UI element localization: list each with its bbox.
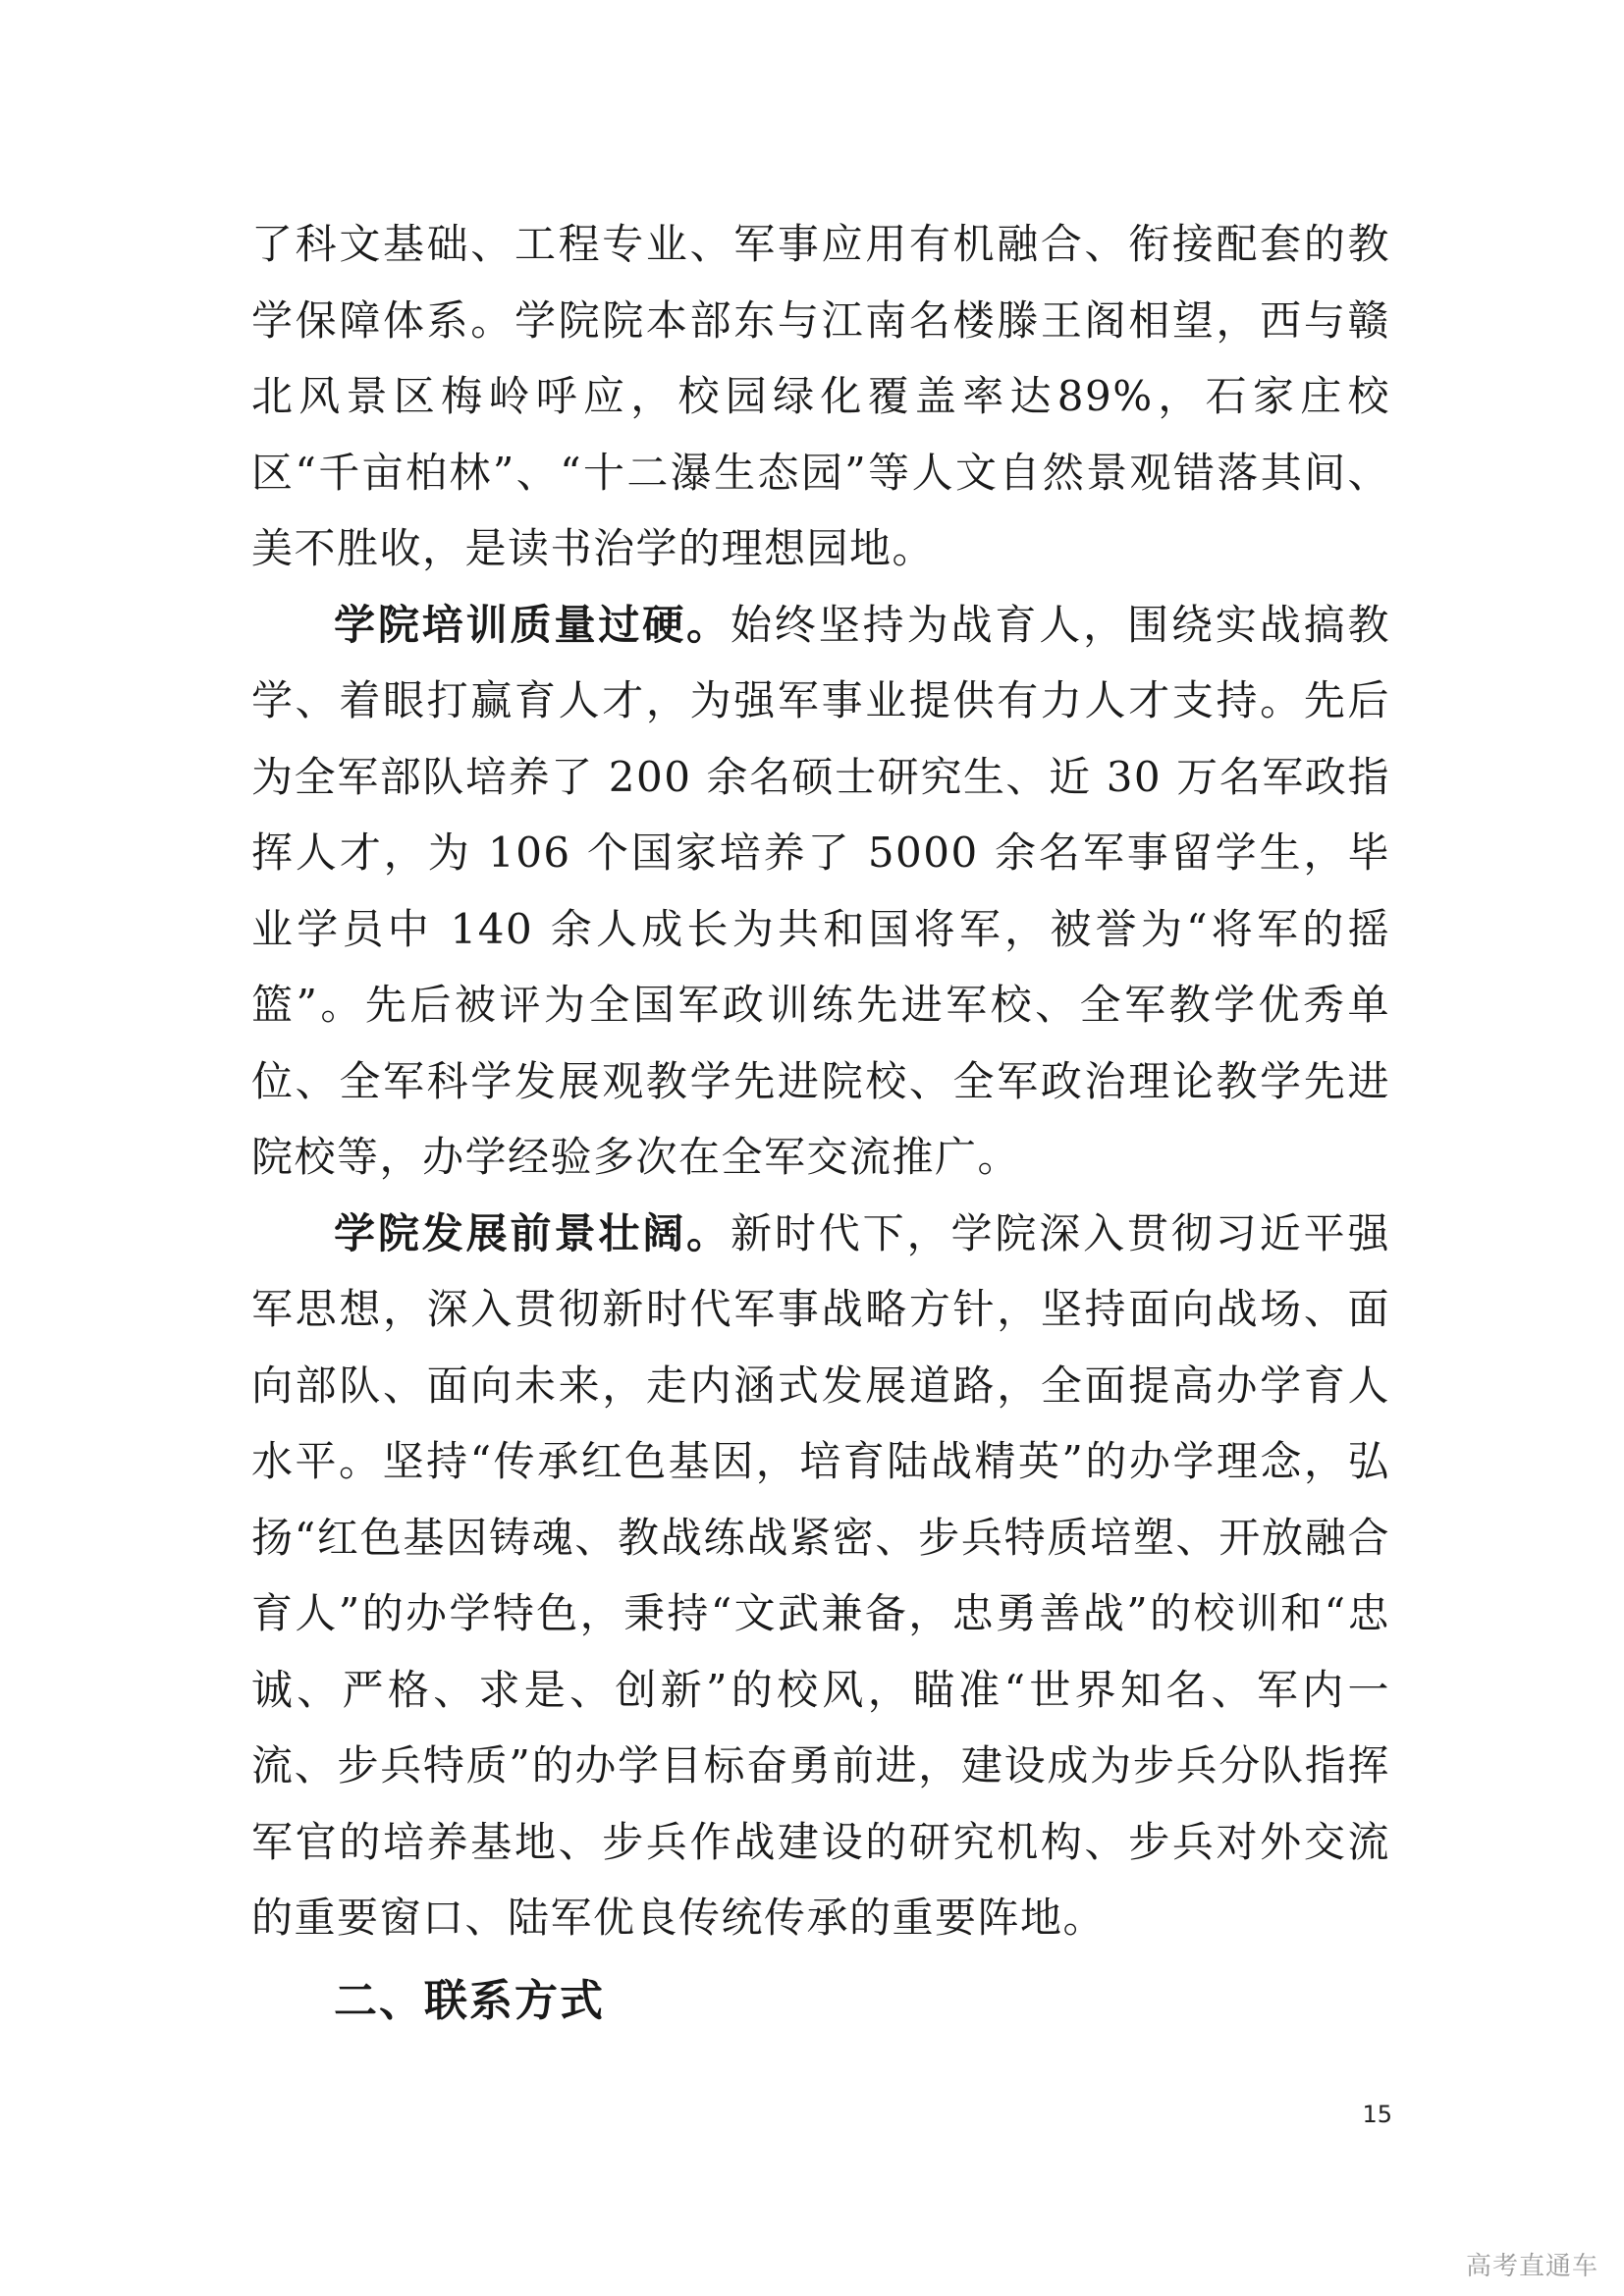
paragraph-development-prospects xyxy=(251,1196,1390,1956)
paragraph-lead: 学院发展前景壮阔。 xyxy=(334,1208,731,1257)
paragraph-text: 了科文基础、工程专业、军事应用有机融合、衔接配套的教学保障体系。学院院本部东与江南名楼滕王阁相望，西与赣北风景区梅岭呼应，校园绿化覆盖率达89%，石家庄校区“千亩柏林”、“十二瀑生态园”等人文自然景观错落其间、美不胜收，是读书治学的理想园地。 xyxy=(251,220,1390,572)
paragraph-lead: 学院培训质量过硬。 xyxy=(334,600,731,649)
section-heading-contact: 二、联系方式 xyxy=(334,1975,605,2026)
paragraph-text: 新时代下，学院深入贯彻习近平强军思想，深入贯彻新时代军事战略方针，坚持面向战场、面向部队、面向未来，走内涵式发展道路，全面提高办学育人水平。坚持“传承红色基因，培育陆战精英”的办学理念，弘扬“红色基因铸魂、教战练战紧密、步兵特质培塑、开放融合育人”的办学特色，秉持“文武兼备，忠勇善战”的校训和“忠诚、严格、求是、创新”的校风，瞄准“世界知名、军内一流、步兵特质”的办学目标奋勇前进，建设成为步兵分队指挥军官的培养基地、步兵作战建设的研究机构、步兵对外交流的重要窗口、陆军优良传统传承的重要阵地。 xyxy=(251,1208,1390,1942)
paragraph-text: 始终坚持为战育人，围绕实战搞教学、着眼打赢育人才，为强军事业提供有力人才支持。先后为全军部队培养了 200 余名硕士研究生、近 30 万名军政指挥人才，为 106 个国家培养了 5000 余名军事留学生，毕业学员中 140 余人成长为共和国将军，被誉为“将军的摇篮”。先后被评为全国军政训练先进军校、全军教学优秀单位、全军科学发展观教学先进院校、全军政治理论教学先进院校等，办学经验多次在全军交流推广。 xyxy=(251,600,1390,1181)
page-number: 15 xyxy=(1362,2101,1392,2128)
watermark: 高考直通车 xyxy=(1465,2252,1598,2281)
body-text xyxy=(251,206,1390,2041)
paragraph-campus xyxy=(251,206,1390,587)
paragraph-training-quality xyxy=(251,587,1390,1196)
